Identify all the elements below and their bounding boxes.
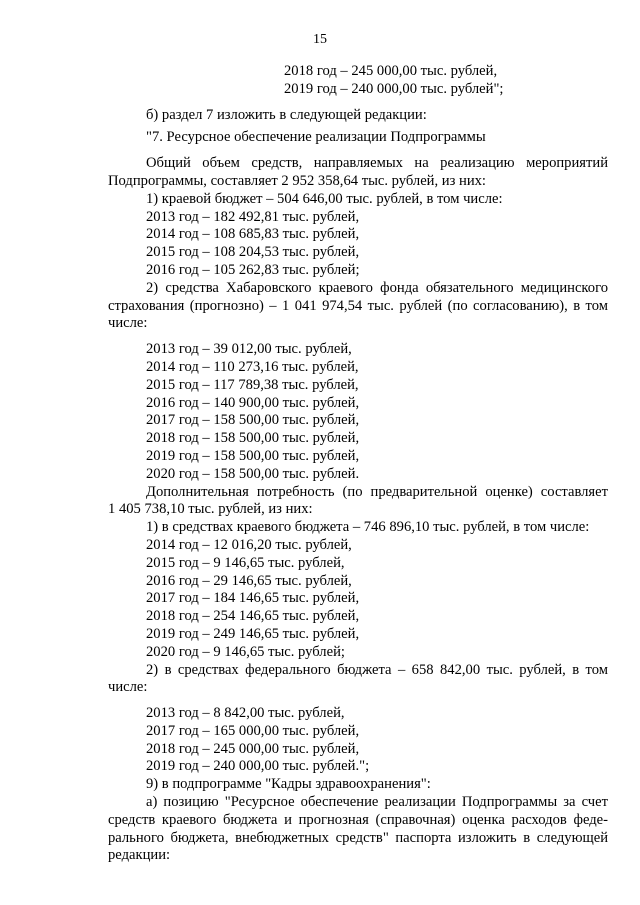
text-line: 2017 год – 165 000,00 тыс. рублей, [146, 722, 360, 739]
text-line: 2015 год – 9 146,65 тыс. рублей, [146, 554, 345, 571]
text-line: числе: [108, 315, 148, 332]
text-line: 2019 год – 249 146,65 тыс. рублей, [146, 625, 360, 642]
text-line: 2019 год – 158 500,00 тыс. рублей, [146, 447, 360, 464]
text-line: 2019 год – 240 000,00 тыс. рублей."; [146, 758, 370, 775]
text-line: а) позицию "Ресурсное обеспечение реализации Подпрограммы за счет [146, 794, 608, 811]
text-line: 2017 год – 158 500,00 тыс. рублей, [146, 412, 360, 429]
text-line: 9) в подпрограмме "Кадры здравоохранения": [146, 776, 431, 793]
text-line: 2016 год – 140 900,00 тыс. рублей, [146, 394, 360, 411]
text-line: 2018 год – 245 000,00 тыс. рублей, [146, 740, 360, 757]
text-line: 1) краевой бюджет – 504 646,00 тыс. рублей, в том числе: [146, 190, 503, 207]
text-line: 2014 год – 12 016,20 тыс. рублей, [146, 536, 352, 553]
text-line: 2019 год – 240 000,00 тыс. рублей"; [284, 80, 504, 97]
text-line: 1 405 738,10 тыс. рублей, из них: [108, 501, 313, 518]
text-line: рального бюджета, внебюджетных средств" паспорта изложить в следующей [108, 829, 608, 846]
text-line: 2) в средствах федерального бюджета – 658 842,00 тыс. рублей, в том [146, 661, 608, 678]
text-line: 2013 год – 39 012,00 тыс. рублей, [146, 341, 352, 358]
text-line: Подпрограммы, составляет 2 952 358,64 тыс. рублей, из них: [108, 172, 486, 189]
text-line: 2014 год – 108 685,83 тыс. рублей, [146, 226, 360, 243]
text-line: 2020 год – 158 500,00 тыс. рублей. [146, 465, 360, 482]
text-line: средств краевого бюджета и прогнозная (справочная) оценка расходов феде- [108, 811, 608, 828]
text-line: Общий объем средств, направляемых на реализацию мероприятий [146, 155, 608, 172]
text-line: страхования (прогнозно) – 1 041 974,54 тыс. рублей (по согласованию), в том [108, 297, 608, 314]
text-line: числе: [108, 679, 148, 696]
page-number: 15 [313, 32, 327, 47]
text-line: 2015 год – 117 789,38 тыс. рублей, [146, 376, 359, 393]
text-line: 2014 год – 110 273,16 тыс. рублей, [146, 358, 359, 375]
text-line: 2015 год – 108 204,53 тыс. рублей, [146, 244, 360, 261]
text-line: 2018 год – 245 000,00 тыс. рублей, [284, 63, 498, 79]
text-line: 2016 год – 105 262,83 тыс. рублей; [146, 261, 360, 278]
text-line: 2020 год – 9 146,65 тыс. рублей; [146, 643, 345, 660]
text-line: 2018 год – 254 146,65 тыс. рублей, [146, 608, 360, 625]
text-line: редакции: [108, 847, 171, 864]
text-line: 2) средства Хабаровского краевого фонда обязательного медицинского [146, 279, 608, 296]
text-line: 2013 год – 8 842,00 тыс. рублей, [146, 705, 345, 722]
text-line: 2013 год – 182 492,81 тыс. рублей, [146, 208, 360, 225]
text-line: "7. Ресурсное обеспечение реализации Подпрограммы [146, 129, 486, 146]
document-body [108, 63, 608, 865]
text-line: 1) в средствах краевого бюджета – 746 896,10 тыс. рублей, в том числе: [146, 519, 590, 536]
text-line: 2016 год – 29 146,65 тыс. рублей, [146, 572, 352, 589]
text-line: Дополнительная потребность (по предварительной оценке) составляет [146, 483, 608, 500]
text-line: б) раздел 7 изложить в следующей редакции: [146, 106, 427, 123]
text-line: 2017 год – 184 146,65 тыс. рублей, [146, 590, 360, 607]
text-line: 2018 год – 158 500,00 тыс. рублей, [146, 430, 360, 447]
